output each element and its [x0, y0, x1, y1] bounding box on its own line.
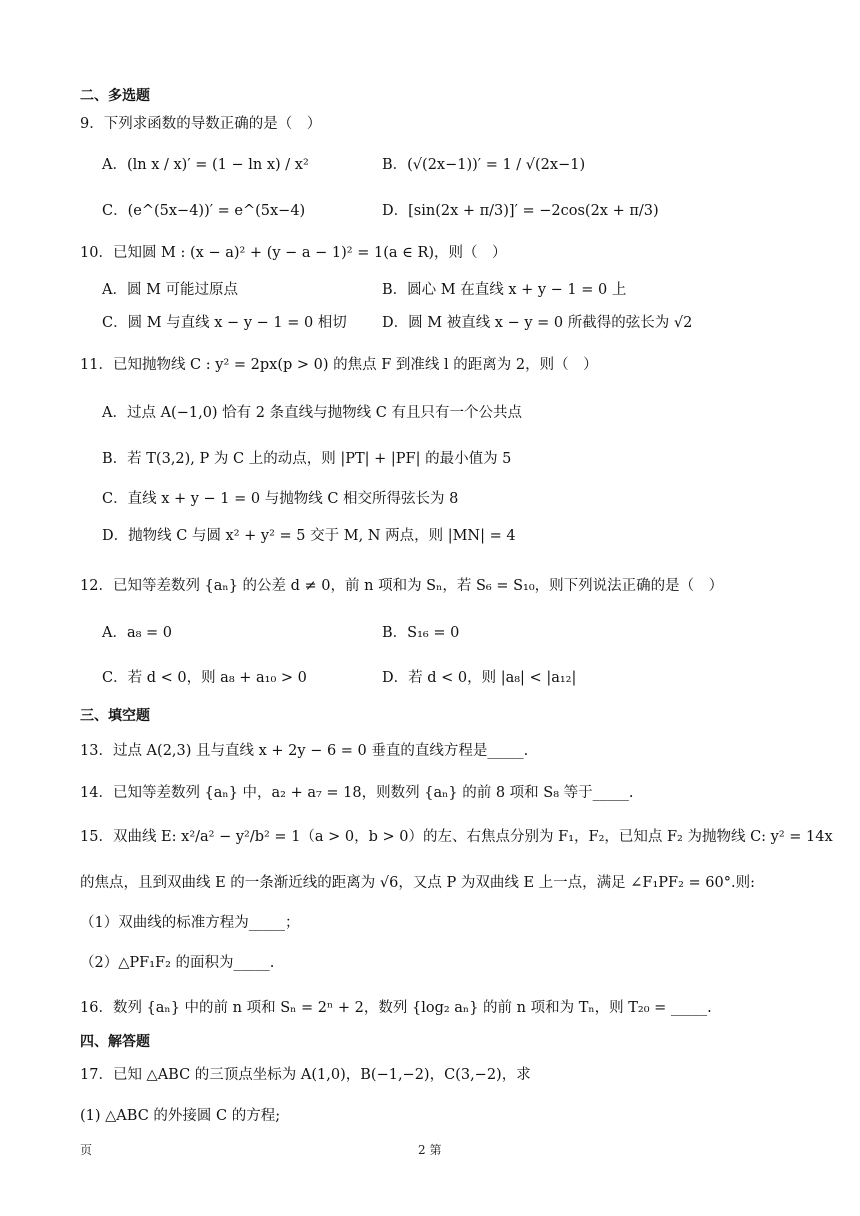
question-11-stem: 11．已知抛物线 C : y² = 2px(p > 0) 的焦点 F 到准线 l 的距离为 2，则（ ）: [80, 357, 598, 373]
question-10-option-d: D．圆 M 被直线 x − y = 0 所截得的弦长为 √2: [382, 315, 693, 331]
question-9-option-c: C．(e^(5x−4))′ = e^(5x−4): [102, 203, 306, 219]
section-heading-solve: 四、解答题: [80, 1034, 150, 1050]
question-16: 16．数列 {aₙ} 中的前 n 项和 Sₙ = 2ⁿ + 2，数列 {log₂ aₙ} 的前 n 项和为 Tₙ，则 T₂₀ = _____.: [80, 1000, 712, 1016]
question-15-line-1: 15．双曲线 E: x²/a² − y²/b² = 1（a > 0，b > 0）的左、右焦点分别为 F₁，F₂，已知点 F₂ 为抛物线 C: y² = 14x: [80, 829, 833, 845]
question-12-option-b: B．S₁₆ = 0: [382, 625, 460, 641]
question-9-option-a: A．(ln x / x)′ = (1 − ln x) / x²: [102, 157, 309, 173]
question-11-option-c: C．直线 x + y − 1 = 0 与抛物线 C 相交所得弦长为 8: [102, 491, 459, 507]
question-17-stem: 17．已知 △ABC 的三顶点坐标为 A(1,0)，B(−1,−2)，C(3,−2)，求: [80, 1067, 531, 1083]
question-10-option-a: A．圆 M 可能过原点: [102, 282, 239, 298]
question-11-option-b: B．若 T(3,2), P 为 C 上的动点，则 |PT| + |PF| 的最小值为 5: [102, 451, 512, 467]
question-15-part-2: （2）△PF₁F₂ 的面积为_____.: [80, 955, 275, 971]
question-9-option-b: B．(√(2x−1))′ = 1 / √(2x−1): [382, 157, 586, 173]
question-9-option-d: D．[sin(2x + π/3)]′ = −2cos(2x + π/3): [382, 203, 659, 219]
question-15-part-1: （1）双曲线的标准方程为_____；: [80, 915, 300, 931]
question-13: 13．过点 A(2,3) 且与直线 x + 2y − 6 = 0 垂直的直线方程是_____.: [80, 743, 529, 759]
question-14: 14．已知等差数列 {aₙ} 中，a₂ + a₇ = 18，则数列 {aₙ} 的前 8 项和 S₈ 等于_____.: [80, 785, 634, 801]
page-number: 2 第: [418, 1143, 442, 1157]
question-12-option-c: C．若 d < 0，则 a₈ + a₁₀ > 0: [102, 670, 307, 686]
question-10-option-c: C．圆 M 与直线 x − y − 1 = 0 相切: [102, 315, 347, 331]
question-12-option-a: A．a₈ = 0: [102, 625, 173, 641]
section-heading-fill-in: 三、填空题: [80, 708, 150, 724]
question-10-option-b: B．圆心 M 在直线 x + y − 1 = 0 上: [382, 282, 627, 298]
question-15-line-2: 的焦点，且到双曲线 E 的一条渐近线的距离为 √6，又点 P 为双曲线 E 上一点，满足 ∠F₁PF₂ = 60°.则:: [80, 875, 755, 891]
question-11-option-d: D．抛物线 C 与圆 x² + y² = 5 交于 M, N 两点，则 |MN| = 4: [102, 528, 516, 544]
question-17-part-1: (1) △ABC 的外接圆 C 的方程;: [80, 1108, 281, 1124]
question-10-stem: 10．已知圆 M : (x − a)² + (y − a − 1)² = 1(a ∈ R)，则（ ）: [80, 245, 507, 261]
question-12-stem: 12．已知等差数列 {aₙ} 的公差 d ≠ 0，前 n 项和为 Sₙ，若 S₆ = S₁₀，则下列说法正确的是（ ）: [80, 578, 724, 594]
question-12-option-d: D．若 d < 0，则 |a₈| < |a₁₂|: [382, 670, 577, 686]
question-11-option-a: A．过点 A(−1,0) 恰有 2 条直线与抛物线 C 有且只有一个公共点: [102, 405, 522, 421]
footer-left: 页: [80, 1143, 93, 1157]
section-heading-multiple-choice: 二、多选题: [80, 88, 150, 104]
question-9-stem: 9．下列求函数的导数正确的是（ ）: [80, 116, 322, 132]
